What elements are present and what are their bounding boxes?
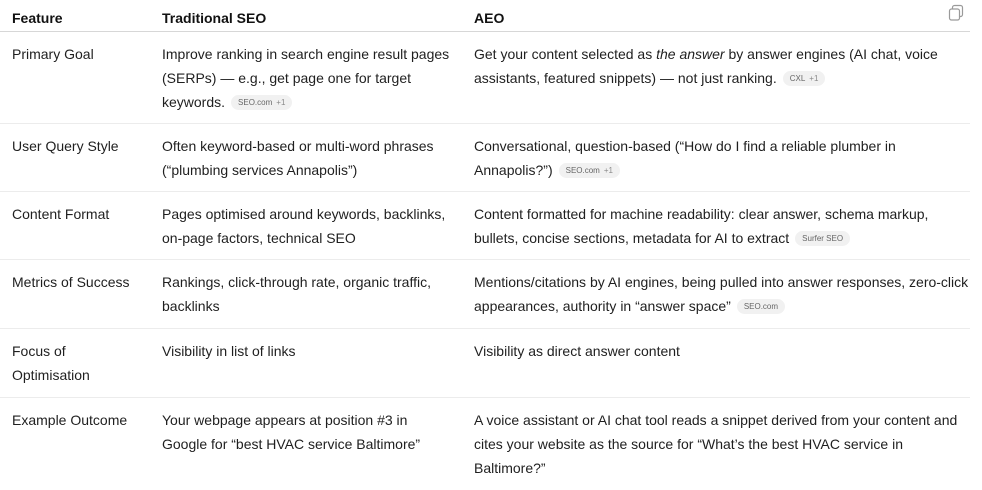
cell-text: Get your content selected as [474, 46, 657, 62]
cell-text: Conversational, question-based (“How do I find a reliable plumber in Annapolis?”) [474, 138, 896, 178]
feature-cell: Primary Goal [12, 46, 94, 62]
header-traditional-seo: Traditional SEO [162, 10, 267, 26]
aeo-cell [474, 134, 970, 182]
source-badge[interactable] [795, 231, 850, 246]
feature-cell: Example Outcome [12, 412, 128, 428]
aeo-cell [474, 42, 970, 90]
traditional-cell [162, 42, 452, 114]
copy-icon[interactable] [947, 4, 965, 22]
aeo-cell [474, 202, 970, 250]
cell-text: by answer engines (AI chat, voice assistants, featured snippets) — not just ranking. [474, 46, 938, 86]
source-badge-count: +1 [603, 165, 613, 175]
table-row [0, 192, 970, 260]
source-badge-label: Surfer SEO [802, 233, 844, 243]
source-badge-count: +1 [809, 73, 819, 83]
table-row [0, 398, 970, 488]
aeo-cell [474, 270, 970, 318]
source-badge-count: +1 [276, 97, 286, 107]
emphasis-text: the answer [656, 46, 725, 62]
header-feature: Feature [12, 10, 63, 26]
table-row [0, 329, 970, 398]
feature-cell: User Query Style [12, 138, 119, 154]
source-badge-label: SEO.com [565, 165, 600, 175]
traditional-cell: Often keyword-based or multi-word phrases (“plumbing services Annapolis”) [162, 138, 434, 178]
source-badge-label: CXL [789, 73, 806, 83]
cell-text: Mentions/citations by AI engines, being pulled into answer responses, zero-click appearances, authority in “answer space” [474, 274, 969, 314]
source-badge[interactable] [783, 71, 826, 86]
table-header [0, 0, 970, 32]
traditional-cell: Your webpage appears at position #3 in Google for “best HVAC service Baltimore” [162, 412, 421, 452]
source-badge[interactable] [559, 163, 620, 178]
source-badge-label: SEO.com [238, 97, 273, 107]
feature-cell: Metrics of Success [12, 274, 130, 290]
cell-text: Content formatted for machine readability: clear answer, schema markup, bullets, concise sections, metadata for AI to extract [474, 206, 929, 246]
traditional-cell: Rankings, click-through rate, organic traffic, backlinks [162, 274, 431, 314]
table-row [0, 32, 970, 124]
header-aeo: AEO [474, 10, 505, 26]
aeo-cell: A voice assistant or AI chat tool reads a snippet derived from your content and cites your website as the source for “What’s the best HVAC service in Baltimore?” [474, 412, 958, 476]
feature-cell: Focus of Optimisation [12, 343, 90, 383]
traditional-cell: Visibility in list of links [162, 343, 296, 359]
feature-cell: Content Format [12, 206, 110, 222]
source-badge[interactable] [737, 299, 785, 314]
source-badge-label: SEO.com [743, 301, 779, 311]
table-row [0, 260, 970, 329]
traditional-cell: Pages optimised around keywords, backlinks, on-page factors, technical SEO [162, 206, 446, 246]
table-row [0, 124, 970, 192]
cell-text: Improve ranking in search engine result pages (SERPs) — e.g., get page one for target keywords. [162, 46, 450, 110]
source-badge[interactable] [231, 95, 292, 110]
aeo-cell: Visibility as direct answer content [474, 343, 680, 359]
